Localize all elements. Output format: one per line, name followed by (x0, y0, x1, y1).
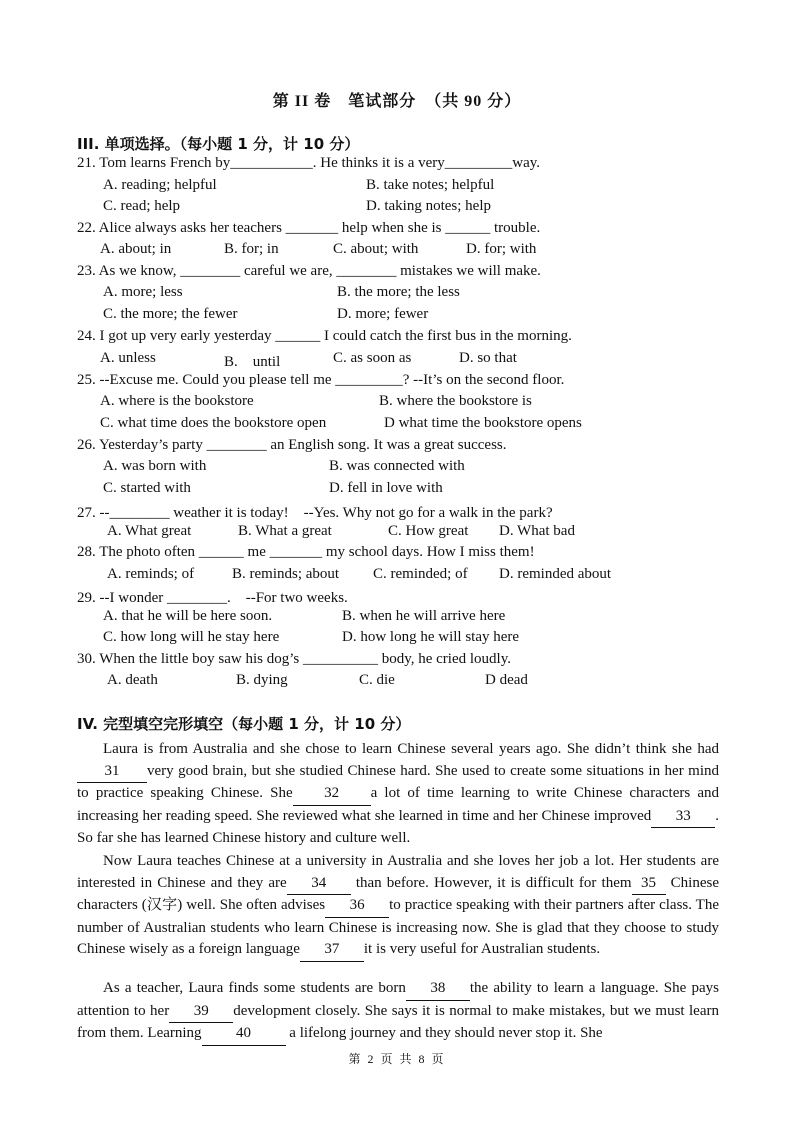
page-number: 第 2 页 共 8 页 (348, 1052, 446, 1066)
option-29-c: C. how long will he stay here (103, 629, 280, 645)
option-26-b: B. was connected with (329, 458, 465, 474)
option-23-b: B. the more; the less (337, 284, 460, 300)
paragraph-text: it is very useful for Australian students. (363, 941, 601, 957)
option-22-d: D. for; with (466, 241, 537, 257)
option-23-a: A. more; less (103, 284, 183, 300)
page-title: 第 II 卷 笔试部分 （共 90 分） (272, 93, 522, 110)
paragraph-text: Laura is from Australia and she chose to learn Chinese several years ago. She didn’t think she had (103, 741, 719, 757)
option-24-c: C. as soon as (333, 350, 412, 366)
option-24-b: B. until (224, 354, 281, 370)
option-27-a: A. What great (107, 523, 192, 539)
option-28-c: C. reminded; of (373, 566, 468, 582)
blank-33: 33 (651, 806, 715, 829)
paragraph-text: to practice speaking with their partners after class. The number of Australian students who learn Chinese is increasing now. She is glad that they choose to study Chinese wisely as a foreign language (77, 897, 719, 957)
question-29: 29. --I wonder ________. --For two weeks. (77, 590, 348, 606)
blank-34: 34 (287, 873, 351, 896)
option-23-d: D. more; fewer (337, 306, 429, 322)
paragraph-text: . So far she has learned Chinese history and culture well. (77, 807, 719, 846)
blank-35: 35 (632, 873, 666, 896)
blank-31: 31 (77, 761, 147, 784)
option-27-d: D. What bad (499, 523, 575, 539)
cloze-paragraph-3 (77, 978, 719, 1046)
option-25-d: D what time the bookstore opens (384, 415, 582, 431)
option-30-b: B. dying (236, 672, 288, 688)
option-27-c: C. How great (388, 523, 469, 539)
option-30-c: C. die (359, 672, 395, 688)
blank-37: 37 (300, 939, 364, 962)
paragraph-text: a lot of time learning to write Chinese characters and increasing her reading speed. She reviewed what she learned in time and her Chinese improved (77, 785, 719, 824)
question-27: 27. --________ weather it is today! --Yes. Why not go for a walk in the park? (77, 505, 553, 521)
option-21-c: C. read; help (103, 198, 181, 214)
option-25-b: B. where the bookstore is (379, 393, 532, 409)
option-22-b: B. for; in (224, 241, 279, 257)
option-23-c: C. the more; the fewer (103, 306, 238, 322)
section-3-heading: III. 单项选择。（每小题 1 分，计 10 分） (77, 135, 360, 153)
option-25-c: C. what time does the bookstore open (100, 415, 327, 431)
question-24: 24. I got up very early yesterday ______ I could catch the first bus in the morning. (77, 328, 572, 344)
paragraph-text: As a teacher, Laura finds some students are born (103, 980, 406, 996)
question-21: 21. Tom learns French by___________. He thinks it is a very_________way. (77, 155, 541, 171)
option-30-d: D dead (485, 672, 528, 688)
cloze-paragraph-1 (77, 739, 719, 850)
paragraph-text: than before. However, it is difficult for them (350, 874, 632, 891)
blank-38: 38 (406, 978, 470, 1001)
blank-39: 39 (169, 1001, 233, 1024)
option-28-a: A. reminds; of (107, 566, 195, 582)
section-4-heading: IV. 完型填空完形填空（每小题 1 分，计 10 分） (77, 715, 411, 733)
option-26-a: A. was born with (103, 458, 207, 474)
option-28-d: D. reminded about (499, 566, 612, 582)
option-29-d: D. how long he will stay here (342, 629, 520, 645)
question-28: 28. The photo often ______ me _______ my school days. How I miss them! (77, 544, 535, 560)
question-25: 25. --Excuse me. Could you please tell me _________? --It’s on the second floor. (77, 372, 565, 388)
option-26-c: C. started with (103, 480, 191, 496)
blank-40: 40 (202, 1023, 286, 1046)
option-28-b: B. reminds; about (232, 566, 340, 582)
option-27-b: B. What a great (238, 523, 332, 539)
option-21-b: B. take notes; helpful (366, 177, 495, 193)
cloze-paragraph-2 (77, 851, 719, 962)
option-29-a: A. that he will be here soon. (103, 608, 273, 624)
question-23: 23. As we know, ________ careful we are, ________ mistakes we will make. (77, 263, 541, 279)
paragraph-text: development closely. She says it is normal to make mistakes, but we must learn from them. Learning (77, 1002, 719, 1041)
option-21-a: A. reading; helpful (103, 177, 217, 193)
option-21-d: D. taking notes; help (366, 198, 491, 214)
option-26-d: D. fell in love with (329, 480, 443, 496)
paragraph-text: a lifelong journey and they should never stop it. She (285, 1025, 603, 1041)
option-24-d: D. so that (459, 350, 517, 366)
question-22: 22. Alice always asks her teachers _______ help when she is ______ trouble. (77, 220, 541, 236)
option-24-a: A. unless (100, 350, 156, 366)
paragraph-text: Now Laura teaches Chinese at a university in Australia and she loves her job a lot. Her students are interested in Chinese and they are (77, 853, 719, 891)
option-30-a: A. death (107, 672, 158, 688)
option-25-a: A. where is the bookstore (100, 393, 254, 409)
paragraph-text: Chinese characters (汉字) well. She often advises (77, 874, 719, 913)
question-26: 26. Yesterday’s party ________ an English song. It was a great success. (77, 437, 507, 453)
option-22-a: A. about; in (100, 241, 172, 257)
paragraph-text: the ability to learn a language. She pays attention to her (77, 980, 719, 1019)
option-22-c: C. about; with (333, 241, 419, 257)
blank-32: 32 (293, 783, 371, 806)
option-29-b: B. when he will arrive here (342, 608, 506, 624)
question-30: 30. When the little boy saw his dog’s __________ body, he cried loudly. (77, 651, 511, 667)
blank-36: 36 (325, 895, 389, 918)
paragraph-text: very good brain, but she studied Chinese hard. She used to create some situations in her mind to practice speaking Chinese. She (77, 762, 719, 801)
